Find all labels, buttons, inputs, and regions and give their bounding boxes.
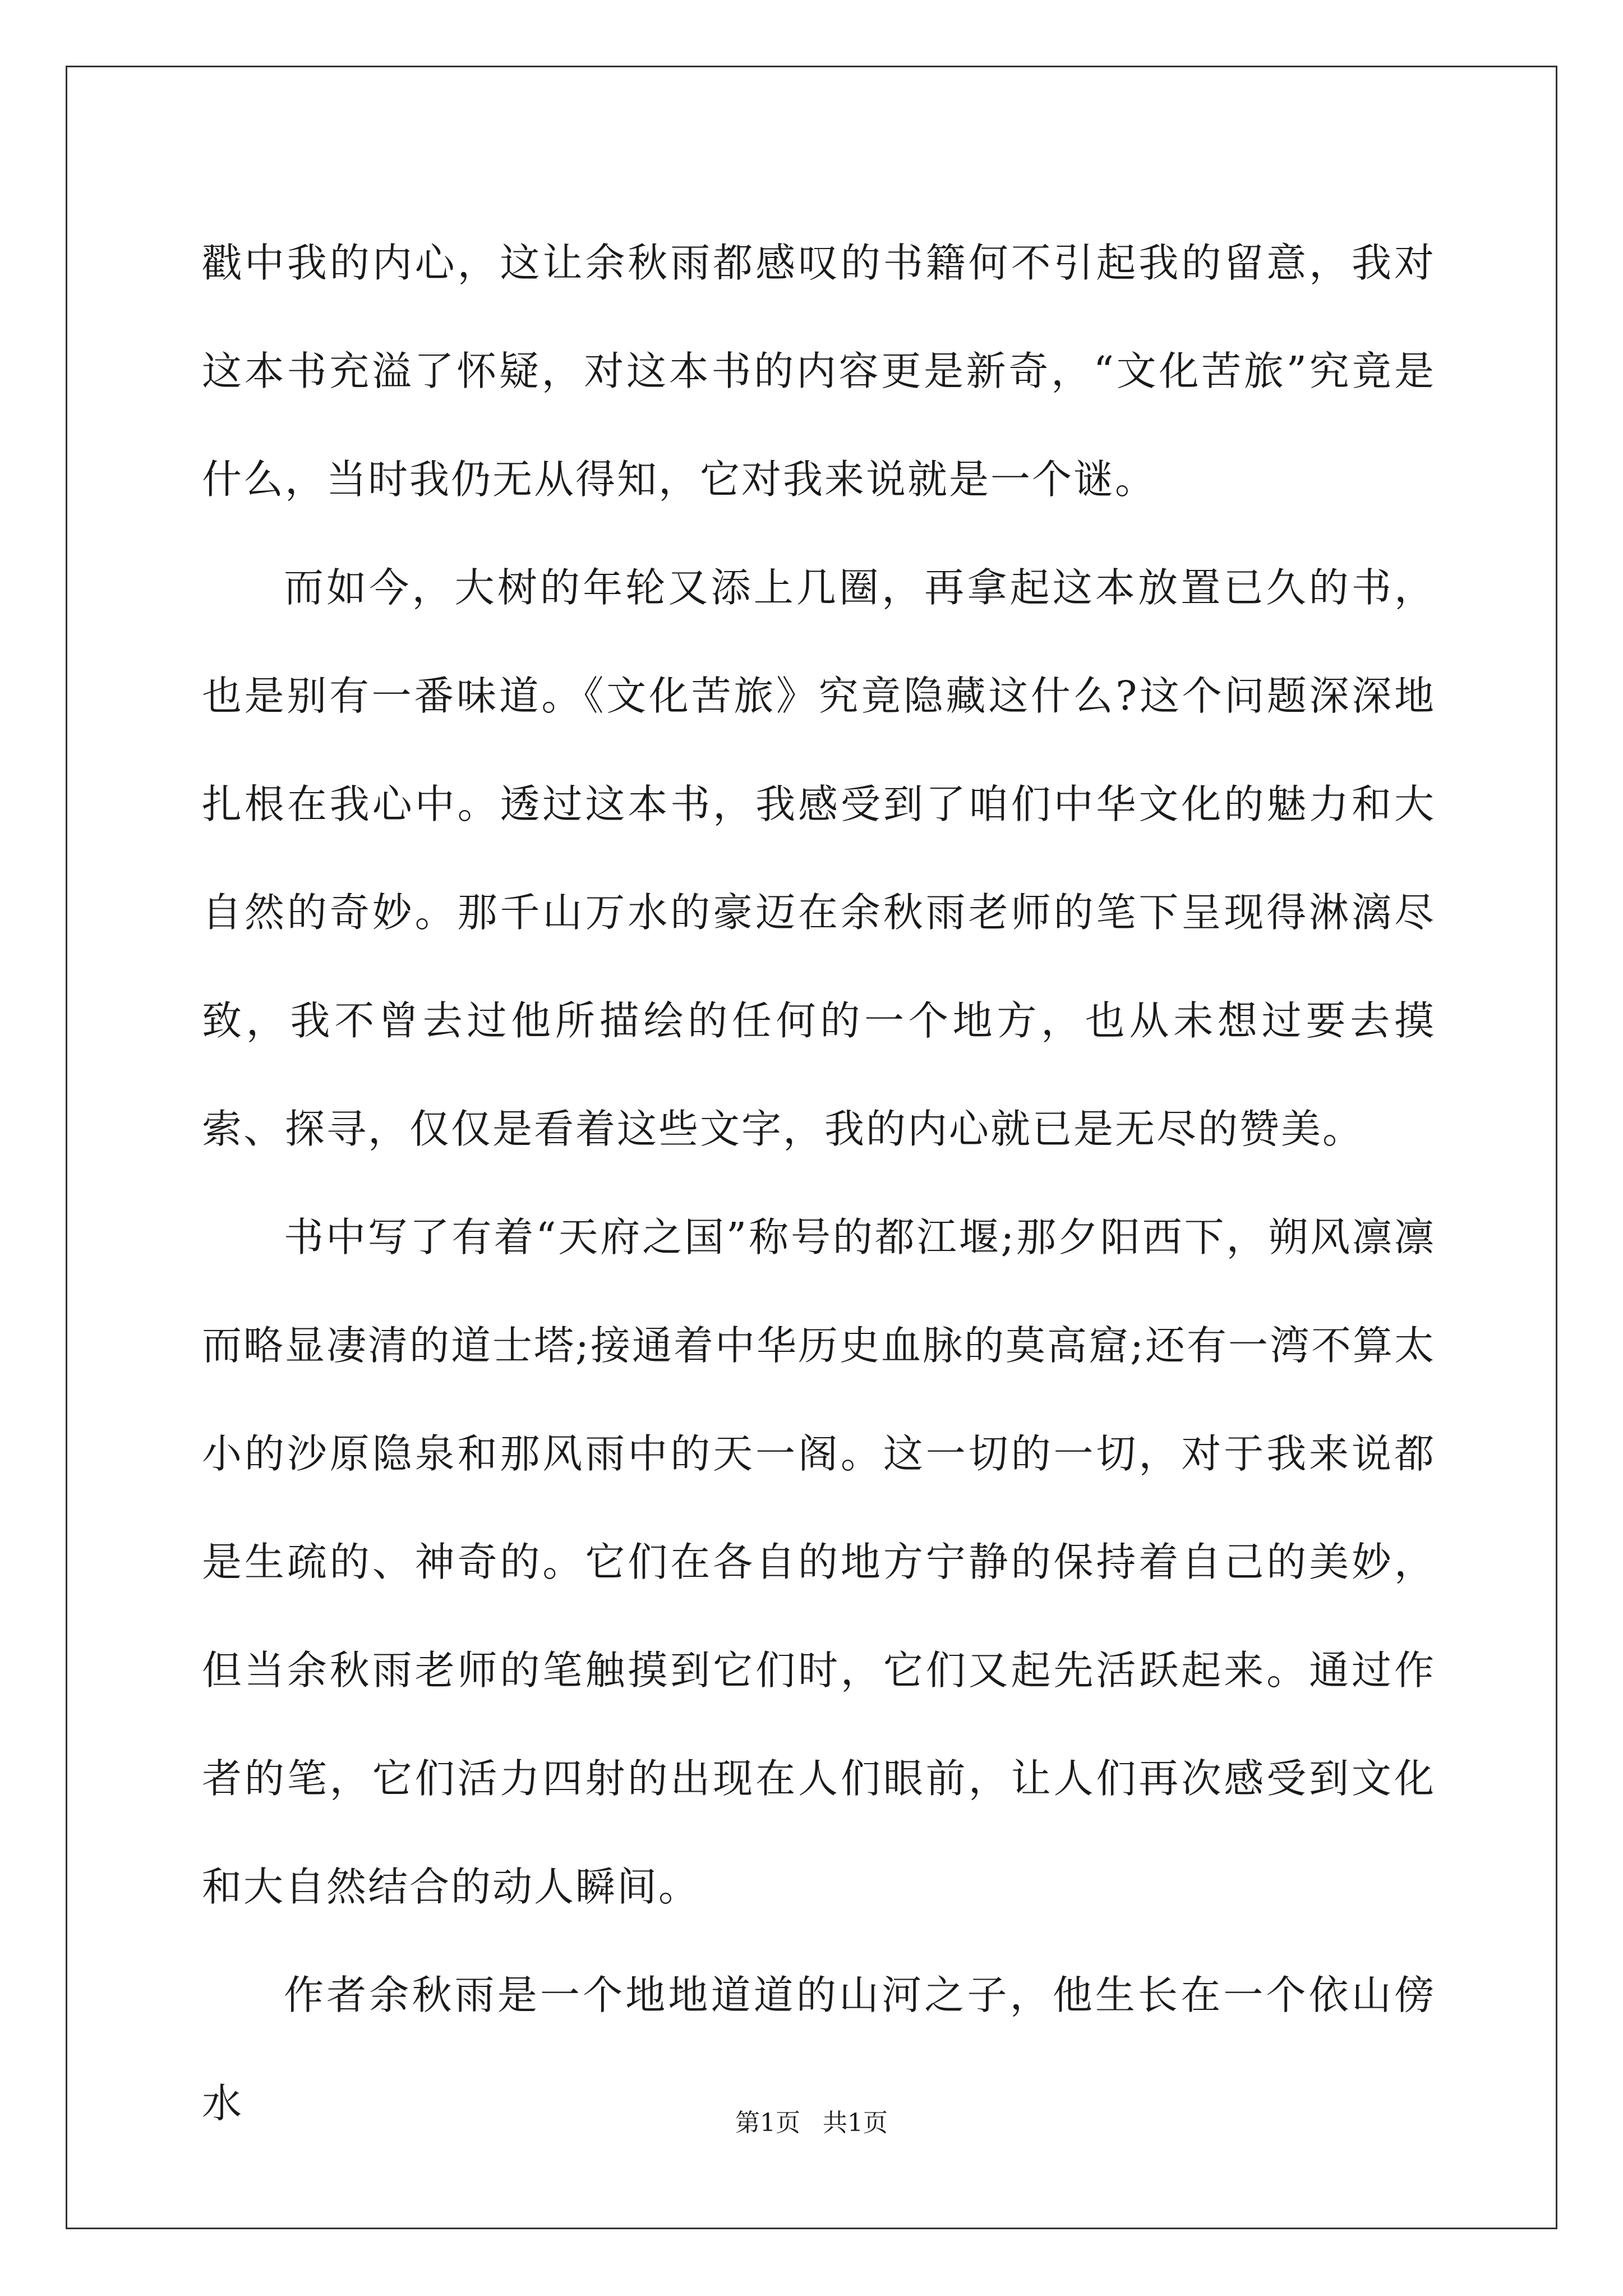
paragraph-4: 作者余秋雨是一个地地道道的山河之子，他生长在一个依山傍水 [202, 1972, 1436, 2127]
paragraph-2: 而如今，大树的年轮又添上几圈，再拿起这本放置已久的书，也是别有一番味道。《文化苦旅》究竟隐藏这什么?这个问题深深地扎根在我心中。透过这本书，我感受到了咱们中华文化的魅力和大自然的奇妙。那千山万水的豪迈在余秋雨老师的笔下呈现得淋漓尽致，我不曾去过他所描绘的任何的一个地方，也从未想过要去摸索、探寻，仅仅是看着这些文字，我的内心就已是无尽的赞美。 [202, 564, 1436, 1152]
page-number: 第1页 [735, 2109, 800, 2137]
paragraph-1: 戳中我的内心，这让余秋雨都感叹的书籍何不引起我的留意，我对这本书充溢了怀疑，对这本书的内容更是新奇，“文化苦旅”究竟是什么，当时我仍无从得知，它对我来说就是一个谜。 [202, 240, 1436, 503]
paragraph-3: 书中写了有着“天府之国”称号的都江堰;那夕阳西下，朔风凛凛而略显凄清的道士塔;接通着中华历史血脉的莫高窟;还有一湾不算太小的沙原隐泉和那风雨中的天一阁。这一切的一切，对于我来说都是生疏的、神奇的。它们在各自的地方宁静的保持着自己的美妙，但当余秋雨老师的笔触摸到它们时，它们又起先活跃起来。通过作者的笔，它们活力四射的出现在人们眼前，让人们再次感受到文化和大自然结合的动人瞬间。 [202, 1214, 1436, 1910]
page-footer [0, 2102, 1623, 2138]
document-body [202, 209, 1436, 2157]
page-total: 共1页 [823, 2109, 888, 2137]
